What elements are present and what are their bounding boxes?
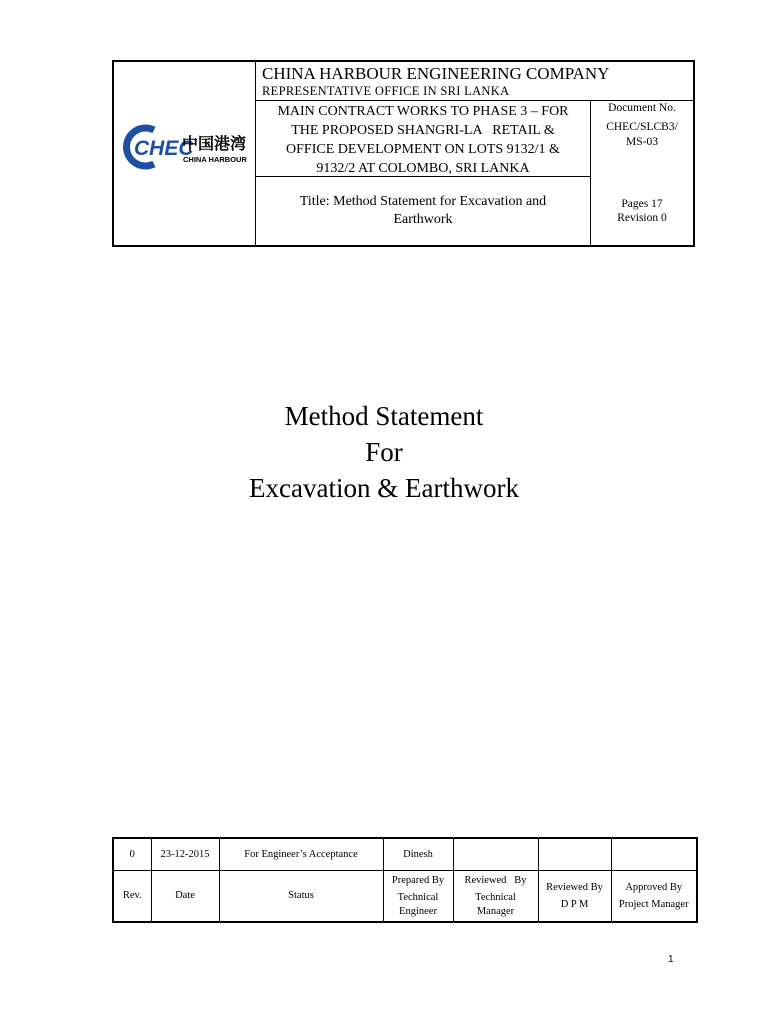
header-line: Technical	[397, 891, 439, 903]
date-value: 23-12-2015	[151, 838, 219, 871]
status-header	[219, 871, 383, 923]
header-line: Reviewed By	[546, 881, 603, 893]
header-line: Approved By	[625, 881, 683, 893]
revision-number: Revision 0	[617, 212, 667, 224]
header-line: Reviewed By	[464, 874, 527, 886]
document-number-label: Document No.	[608, 102, 676, 114]
logo-mark-text: CHEC	[134, 137, 194, 160]
table-row	[113, 871, 697, 923]
document-header	[112, 60, 695, 247]
header-line: Status	[288, 890, 314, 901]
approved-by-value	[611, 838, 697, 871]
contract-line: 9132/2 AT COLOMBO, SRI LANKA	[316, 161, 530, 176]
logo-cn-text: 中国港湾	[182, 134, 247, 153]
header-line: Rev.	[122, 890, 142, 901]
reviewed-by-tm-header	[453, 871, 538, 923]
logo-cell	[114, 62, 256, 245]
header-line: Technical	[475, 891, 516, 903]
reviewed-by-dpm-header	[538, 871, 611, 923]
header-line: Date	[175, 890, 195, 901]
reviewed-by-dpm-value	[538, 838, 611, 871]
revision-table	[112, 837, 698, 923]
contract-line: OFFICE DEVELOPMENT ON LOTS 9132/1 &	[286, 142, 560, 157]
header-line: D P M	[560, 898, 589, 910]
document-number-line: MS-03	[626, 136, 658, 148]
header-line: Project Manager	[618, 898, 689, 910]
prepared-by-header	[383, 871, 453, 923]
date-header	[151, 871, 219, 923]
contract-description	[256, 101, 591, 177]
document-number-line: CHEC/SLCB3/	[606, 121, 678, 133]
company-row	[256, 62, 693, 101]
contract-line: THE PROPOSED SHANGRI-LA RETAIL &	[291, 123, 555, 138]
main-title-line: For	[365, 437, 403, 467]
header-line: Manager	[476, 905, 515, 917]
contract-line: MAIN CONTRACT WORKS TO PHASE 3 – FOR	[277, 104, 569, 119]
main-title-line: Excavation & Earthwork	[249, 473, 519, 503]
main-title-line: Method Statement	[284, 401, 484, 431]
header-line: Prepared By	[391, 874, 445, 886]
logo-en-text: CHINA HARBOUR	[183, 155, 247, 164]
chec-logo-icon	[120, 124, 252, 170]
prepared-by-value: Dinesh	[383, 838, 453, 871]
document-number-cell	[591, 101, 693, 177]
header-line: Engineer	[399, 905, 437, 917]
reviewed-by-tm-value	[453, 838, 538, 871]
pages-revision-cell	[591, 177, 693, 245]
main-title	[0, 398, 768, 506]
status-value: For Engineer’s Acceptance	[219, 838, 383, 871]
rev-value: 0	[113, 838, 151, 871]
approved-by-header	[611, 871, 697, 923]
rep-office: REPRESENTATIVE OFFICE IN SRI LANKA	[262, 84, 510, 98]
rev-header	[113, 871, 151, 923]
document-title-cell	[256, 177, 591, 245]
document-title: Title: Method Statement for Excavation and Earthwork	[299, 194, 547, 227]
company-name: CHINA HARBOUR ENGINEERING COMPANY	[262, 64, 610, 83]
page-number: 1	[668, 954, 674, 965]
table-row	[113, 838, 697, 871]
page-count: Pages 17	[621, 198, 663, 210]
